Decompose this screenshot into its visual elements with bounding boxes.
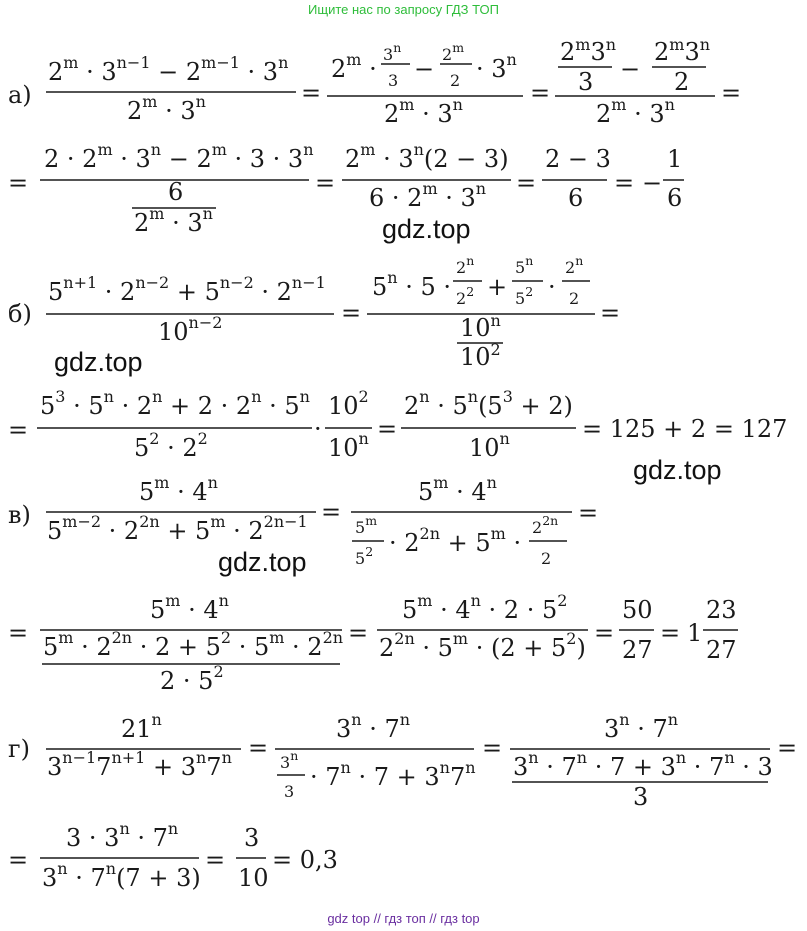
svg-text:=: = xyxy=(578,499,599,527)
svg-text:3: 3 xyxy=(578,68,594,96)
svg-text:=: = xyxy=(614,169,635,197)
svg-text:=: = xyxy=(594,619,615,647)
svg-text:2m3n: 2$^m$3$^n$ xyxy=(560,35,617,66)
svg-text:· 7n · 7 + 3n7n: · $7^n \cdot 7 + 3^n7^n$ xyxy=(310,758,476,791)
svg-text:3: 3 xyxy=(633,783,649,811)
svg-text:=: = xyxy=(341,299,362,327)
svg-text:1: 1 xyxy=(687,619,703,647)
svg-text:2: 2 xyxy=(450,71,461,90)
svg-text:2 · 2m · 3n − 2m · 3 · 3n: $2 \cdot 2^m \cdot 3^n - 2^m \cdot 3 \cdot 3^n$ xyxy=(44,140,314,173)
watermark: gdz.top xyxy=(218,547,307,577)
svg-text:6 · 2m · 3n: $6 \cdot 2^m \cdot 3^n$ xyxy=(369,179,487,212)
svg-text:102: $10^2$ xyxy=(328,387,369,420)
svg-text:=: = xyxy=(600,299,621,327)
svg-text:=: = xyxy=(516,169,537,197)
svg-text:5m · 22n · 2 + 52 · 5m · 22n: $5^m \cdot 2^{2n} \cdot 2 + 5^2 \cdot 5^m \cdot 2^{2n}$ xyxy=(43,628,344,661)
svg-text:3n · 7n(7 + 3): $3^n \cdot 7^n(7 + 3)$ xyxy=(42,859,201,892)
svg-text:=: = xyxy=(315,169,336,197)
svg-text:3: 3 xyxy=(388,71,399,90)
svg-text:2: 2 xyxy=(674,68,690,96)
svg-text:1: 1 xyxy=(667,145,683,173)
svg-text:=: = xyxy=(301,79,322,107)
svg-text:=: = xyxy=(205,846,226,874)
svg-text:2m3n: 2$^m$3$^n$ xyxy=(654,35,711,66)
svg-text:2m · 3n: $2^m \cdot 3^n$ xyxy=(134,204,213,237)
svg-text:5m: 5$^m$ xyxy=(355,513,378,537)
watermark: gdz.top xyxy=(382,214,471,244)
svg-text:=: = xyxy=(321,498,342,526)
svg-text:2n · 5n(53 + 2): $2^n \cdot 5^n(5^3 + 2)$ xyxy=(404,387,573,420)
svg-text:−: − xyxy=(414,55,435,83)
item-label-g: г) xyxy=(8,735,30,763)
svg-text:53 · 5n · 2n + 2 · 2n · 5n: $5^3 \cdot 5^n \cdot 2^n + 2 \cdot 2^n \cdot 5^n$ xyxy=(40,387,310,420)
watermark: gdz.top xyxy=(633,455,722,485)
svg-text:5m · 4n · 2 · 52: $5^m \cdot 4^n \cdot 2 \cdot 5^2$ xyxy=(402,591,568,624)
svg-text:2n: 2$^n$ xyxy=(565,253,584,277)
svg-text:6: 6 xyxy=(568,184,584,212)
part-g-line-2 xyxy=(8,819,338,892)
svg-text:5m · 4n: $5^m \cdot 4^n$ xyxy=(150,591,229,624)
svg-text:=: = xyxy=(660,619,681,647)
item-label-b: б) xyxy=(8,300,32,328)
svg-text:−: − xyxy=(642,169,663,197)
svg-text:=: = xyxy=(777,734,798,762)
svg-text:10n: 10$^n$ xyxy=(328,429,369,462)
svg-text:−: − xyxy=(620,55,641,83)
watermark: gdz.top xyxy=(54,347,143,377)
svg-text:=: = xyxy=(248,734,269,762)
item-label-v: в) xyxy=(8,501,31,529)
svg-text:3: 3 xyxy=(244,824,260,852)
svg-text:23: 23 xyxy=(706,596,737,624)
svg-text:3n−17n+1 + 3n7n: $3^{n-1}7^{n+1} + 3^n7^n$ xyxy=(47,748,232,781)
svg-text:102: $10^2$ xyxy=(460,340,501,371)
svg-text:27: 27 xyxy=(622,636,653,664)
svg-text:3: 3 xyxy=(284,782,295,801)
svg-text:2m · 3n: $2^m \cdot 3^n$ xyxy=(127,92,206,125)
svg-text:=: = xyxy=(377,415,398,443)
part-a-line-2 xyxy=(8,140,684,237)
svg-text:22n: $2^{2n}$ xyxy=(532,513,559,537)
svg-text:5n+1 · 2n−2 + 5n−2 · 2n−1: $5^{n+1} \cdot 2^{n-2} + 5^{n-2} \cdot 2^{n-1}$ xyxy=(48,273,326,306)
svg-text:5m · 4n: $5^m \cdot 4^n$ xyxy=(139,473,218,506)
footer-banner: gdz top // гдз топ // гдз top xyxy=(327,911,480,926)
svg-text:=: = xyxy=(8,169,29,197)
svg-text:10n: 10$^n$ xyxy=(460,311,501,342)
svg-text:6: 6 xyxy=(168,178,184,206)
svg-text:+: + xyxy=(487,273,508,301)
svg-text:=: = xyxy=(8,846,29,874)
svg-text:2m · 3n−1 − 2m−1 · 3n: $2^m \cdot 3^{n-1} - 2^{m-1} \cdot 3^n$ xyxy=(48,53,289,86)
svg-text:52: $5^2$ xyxy=(355,544,374,568)
svg-text:2: 2 xyxy=(569,289,580,308)
svg-text:2m: 2$^m$ xyxy=(442,40,465,64)
svg-text:5m · 4n: $5^m \cdot 4^n$ xyxy=(418,473,497,506)
svg-text:2m · 3n: $2^m \cdot 3^n$ xyxy=(596,95,675,128)
svg-text:2 − 3: 2 − 3 xyxy=(545,145,611,173)
svg-text:= 0,3: = 0,3 xyxy=(272,846,338,874)
svg-text:2m · 3n: $2^m \cdot 3^n$ xyxy=(384,95,463,128)
svg-text:3n: 3$^n$ xyxy=(280,748,299,772)
svg-text:52 · 22: $5^2 \cdot 2^2$ xyxy=(134,429,208,462)
svg-text:3n · 7n: $3^n \cdot 7^n$ xyxy=(604,710,679,743)
svg-text:2m · 3n(2 − 3): $2^m \cdot 3^n(2 - 3)$ xyxy=(345,140,509,173)
svg-text:3n · 7n: $3^n \cdot 7^n$ xyxy=(336,710,411,743)
svg-text:=: = xyxy=(530,79,551,107)
svg-text:27: 27 xyxy=(706,636,737,664)
svg-text:=: = xyxy=(721,79,742,107)
svg-text:5m−2 · 22n + 5m · 22n−1: $5^{m-2} \cdot 2^{2n} + 5^m \cdot 2^{2n-1}$ xyxy=(47,512,308,545)
svg-text:5n · 5 ·: $5^n \cdot 5$ · xyxy=(372,268,452,301)
svg-text:21n: 21$^n$ xyxy=(121,710,162,743)
svg-text:3 · 3n · 7n: $3 \cdot 3^n \cdot 7^n$ xyxy=(66,819,179,852)
svg-text:6: 6 xyxy=(667,184,683,212)
svg-text:2n: 2$^n$ xyxy=(456,253,475,277)
svg-text:=: = xyxy=(482,734,503,762)
svg-text:2 · 52: $2 \cdot 5^2$ xyxy=(160,662,224,695)
svg-text:=: = xyxy=(8,416,29,444)
svg-text:· 22n + 5m ·: · $2^{2n} + 5^m$ · xyxy=(389,524,522,557)
svg-text:10n: 10$^n$ xyxy=(469,429,510,462)
svg-text:· 3n: · $3^n$ xyxy=(476,50,517,83)
svg-text:22: $2^2$ xyxy=(456,284,475,308)
svg-text:3n: 3$^n$ xyxy=(383,40,402,64)
part-b-line-2 xyxy=(8,387,787,462)
svg-text:= 125 + 2 = 127: = 125 + 2 = 127 xyxy=(582,415,788,443)
svg-text:·: · xyxy=(314,415,322,443)
svg-text:50: 50 xyxy=(622,596,653,624)
svg-text:10n−2: $10^{n-2}$ xyxy=(158,313,223,346)
item-label-a: а) xyxy=(8,81,32,109)
svg-text:2: 2 xyxy=(541,549,552,568)
svg-text:2m ·: $2^m$ · xyxy=(331,50,377,83)
svg-text:5n: 5$^n$ xyxy=(515,253,534,277)
svg-text:=: = xyxy=(348,619,369,647)
part-a-line-1 xyxy=(8,35,741,128)
svg-text:=: = xyxy=(8,619,29,647)
svg-text:10: 10 xyxy=(238,864,269,892)
header-banner: Ищите нас по запросу ГДЗ ТОП xyxy=(308,2,499,17)
svg-text:·: · xyxy=(548,273,556,301)
svg-text:52: $5^2$ xyxy=(515,284,534,308)
part-g-line-1 xyxy=(8,710,797,811)
part-v-line-2 xyxy=(8,591,738,695)
svg-text:3n · 7n · 7 + 3n · 7n · 3: $3^n \cdot 7^n \cdot 7 + 3^n \cdot 7^n \cdot 3$ xyxy=(513,748,773,781)
svg-text:22n · 5m · (2 + 52): $2^{2n} \cdot 5^m \cdot (2 + 5^2)$ xyxy=(379,629,586,662)
